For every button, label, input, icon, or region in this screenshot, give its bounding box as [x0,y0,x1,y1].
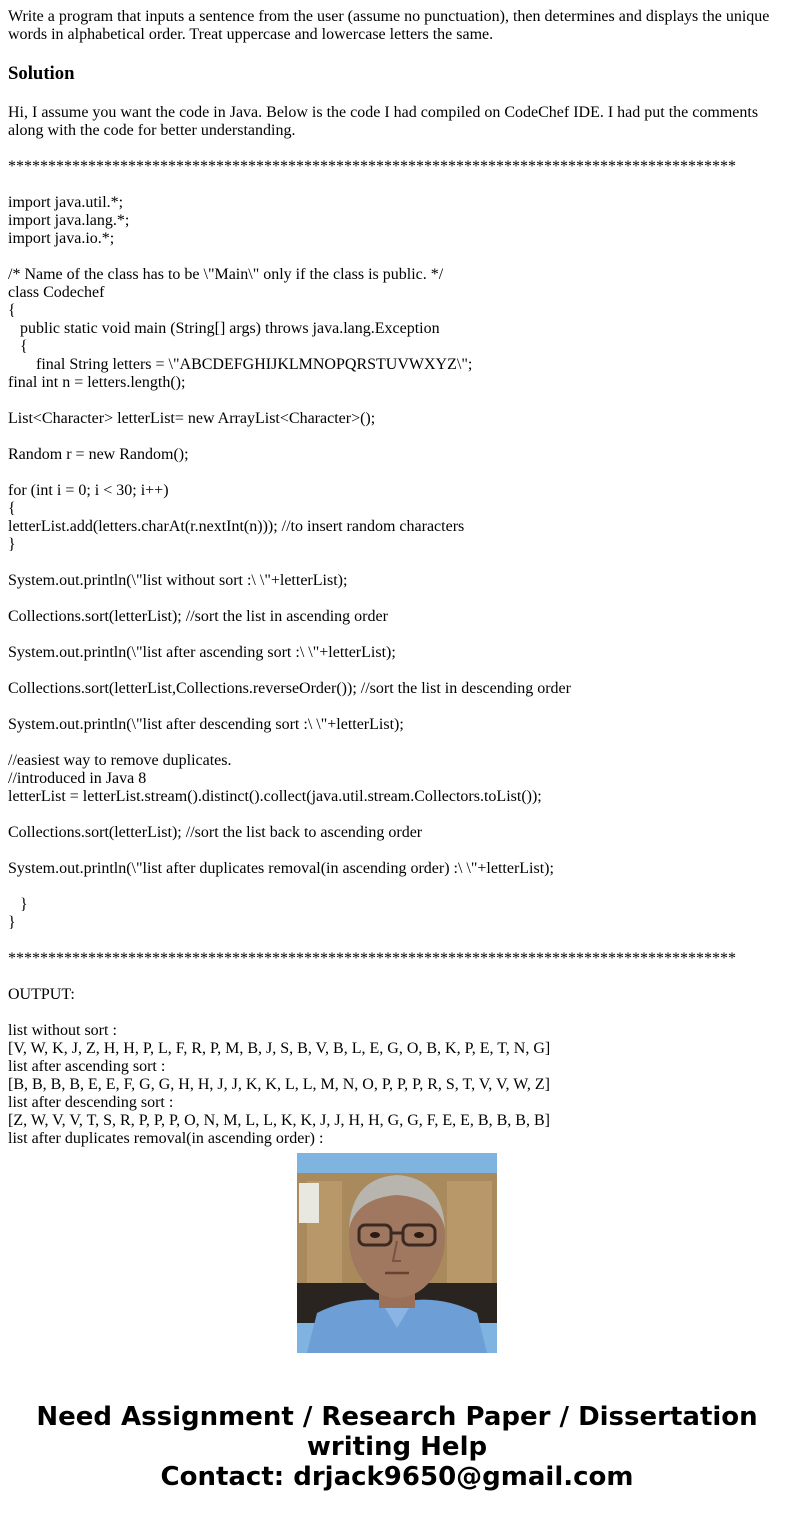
code-line: Collections.sort(letterList,Collections.reverseOrder()); //sort the list in descending order [8,680,571,697]
code-line: System.out.println(\"list without sort :\ \"+letterList); [8,572,348,589]
code-line: Collections.sort(letterList); //sort the list in ascending order [8,608,388,625]
output-line [8,1004,786,1022]
code-line: import java.util.*; [8,194,124,211]
output-line: [Z, W, V, V, T, S, R, P, P, P, O, N, M, L, L, K, K, J, J, H, H, G, G, F, E, E, B, B, B, B] [8,1112,550,1129]
code-line: import java.lang.*; [8,212,130,229]
code-line: List<Character> letterList= new ArrayList<Character>(); [8,410,376,427]
code-line [8,698,786,716]
code-line [8,464,786,482]
code-line: } [8,896,28,913]
output-line: list without sort : [8,1022,117,1039]
output-line: [V, W, K, J, Z, H, H, P, L, F, R, P, M, B, J, S, B, V, B, L, E, G, O, B, K, P, E, T, N, G] [8,1040,551,1057]
banner-line-1: Need Assignment / Research Paper / Dissertation [36,1402,758,1432]
output-line: list after ascending sort : [8,1058,166,1075]
code-line: } [8,536,16,553]
code-line [8,932,786,950]
code-line: /* Name of the class has to be \"Main\" only if the class is public. */ [8,266,444,283]
code-line [8,392,786,410]
code-line [8,806,786,824]
banner-contact: Contact: drjack9650@gmail.com [160,1462,634,1492]
output-line [8,968,786,986]
code-line: Collections.sort(letterList); //sort the list back to ascending order [8,824,423,841]
solution-intro: Hi, I assume you want the code in Java. Below is the code I had compiled on CodeChef IDE. I had put the comments along with the code for better understanding. [8,104,759,139]
code-line: { [8,338,28,355]
code-line: System.out.println(\"list after duplicates removal(in ascending order) :\ \"+letterList); [8,860,554,877]
code-line [8,878,786,896]
code-line: letterList.add(letters.charAt(r.nextInt(n))); //to insert random characters [8,518,465,535]
code-line: letterList = letterList.stream().distinct().collect(java.util.stream.Collectors.toList()); [8,788,542,805]
code-line: } [8,914,16,931]
code-line: import java.io.*; [8,230,115,247]
output-line: [B, B, B, B, E, E, F, G, G, H, H, J, J, K, K, L, L, M, N, O, P, P, P, R, S, T, V, V, W, Z] [8,1076,550,1093]
avatar [297,1153,497,1353]
code-line: { [8,302,16,319]
code-line: System.out.println(\"list after descending sort :\ \"+letterList); [8,716,404,733]
output-line: list after descending sort : [8,1094,174,1111]
code-line [8,842,786,860]
code-line: //easiest way to remove duplicates. [8,752,232,769]
code-line [8,554,786,572]
code-line [8,662,786,680]
output-line: OUTPUT: [8,986,75,1003]
code-line [8,176,786,194]
output-block [8,968,786,1148]
code-line: //introduced in Java 8 [8,770,147,787]
code-line: System.out.println(\"list after ascending sort :\ \"+letterList); [8,644,396,661]
code-line: class Codechef [8,284,105,301]
code-line [8,626,786,644]
output-line: list after duplicates removal(in ascending order) : [8,1130,324,1147]
person-photo-icon [297,1153,497,1353]
separator-bottom: ******************************************************************************************* [8,950,736,967]
code-line: for (int i = 0; i < 30; i++) [8,482,169,499]
document-content [8,8,786,1147]
code-line: final int n = letters.length(); [8,374,186,391]
code-line: Random r = new Random(); [8,446,189,463]
code-line [8,734,786,752]
banner-line-2: writing Help [306,1432,488,1462]
question-text: Write a program that inputs a sentence from the user (assume no punctuation), then determines and displays the unique words in alphabetical order. Treat uppercase and lowercase letters the same. [8,8,770,43]
separator-top: ******************************************************************************************* [8,158,736,175]
code-line [8,428,786,446]
solution-heading: Solution [8,63,75,84]
promo-banner [0,1402,794,1492]
code-line [8,248,786,266]
code-line [8,590,786,608]
code-line: { [8,500,16,517]
code-line: final String letters = \"ABCDEFGHIJKLMNOPQRSTUVWXYZ\"; [8,356,473,373]
code-block [8,176,786,950]
code-line: public static void main (String[] args) throws java.lang.Exception [8,320,440,337]
